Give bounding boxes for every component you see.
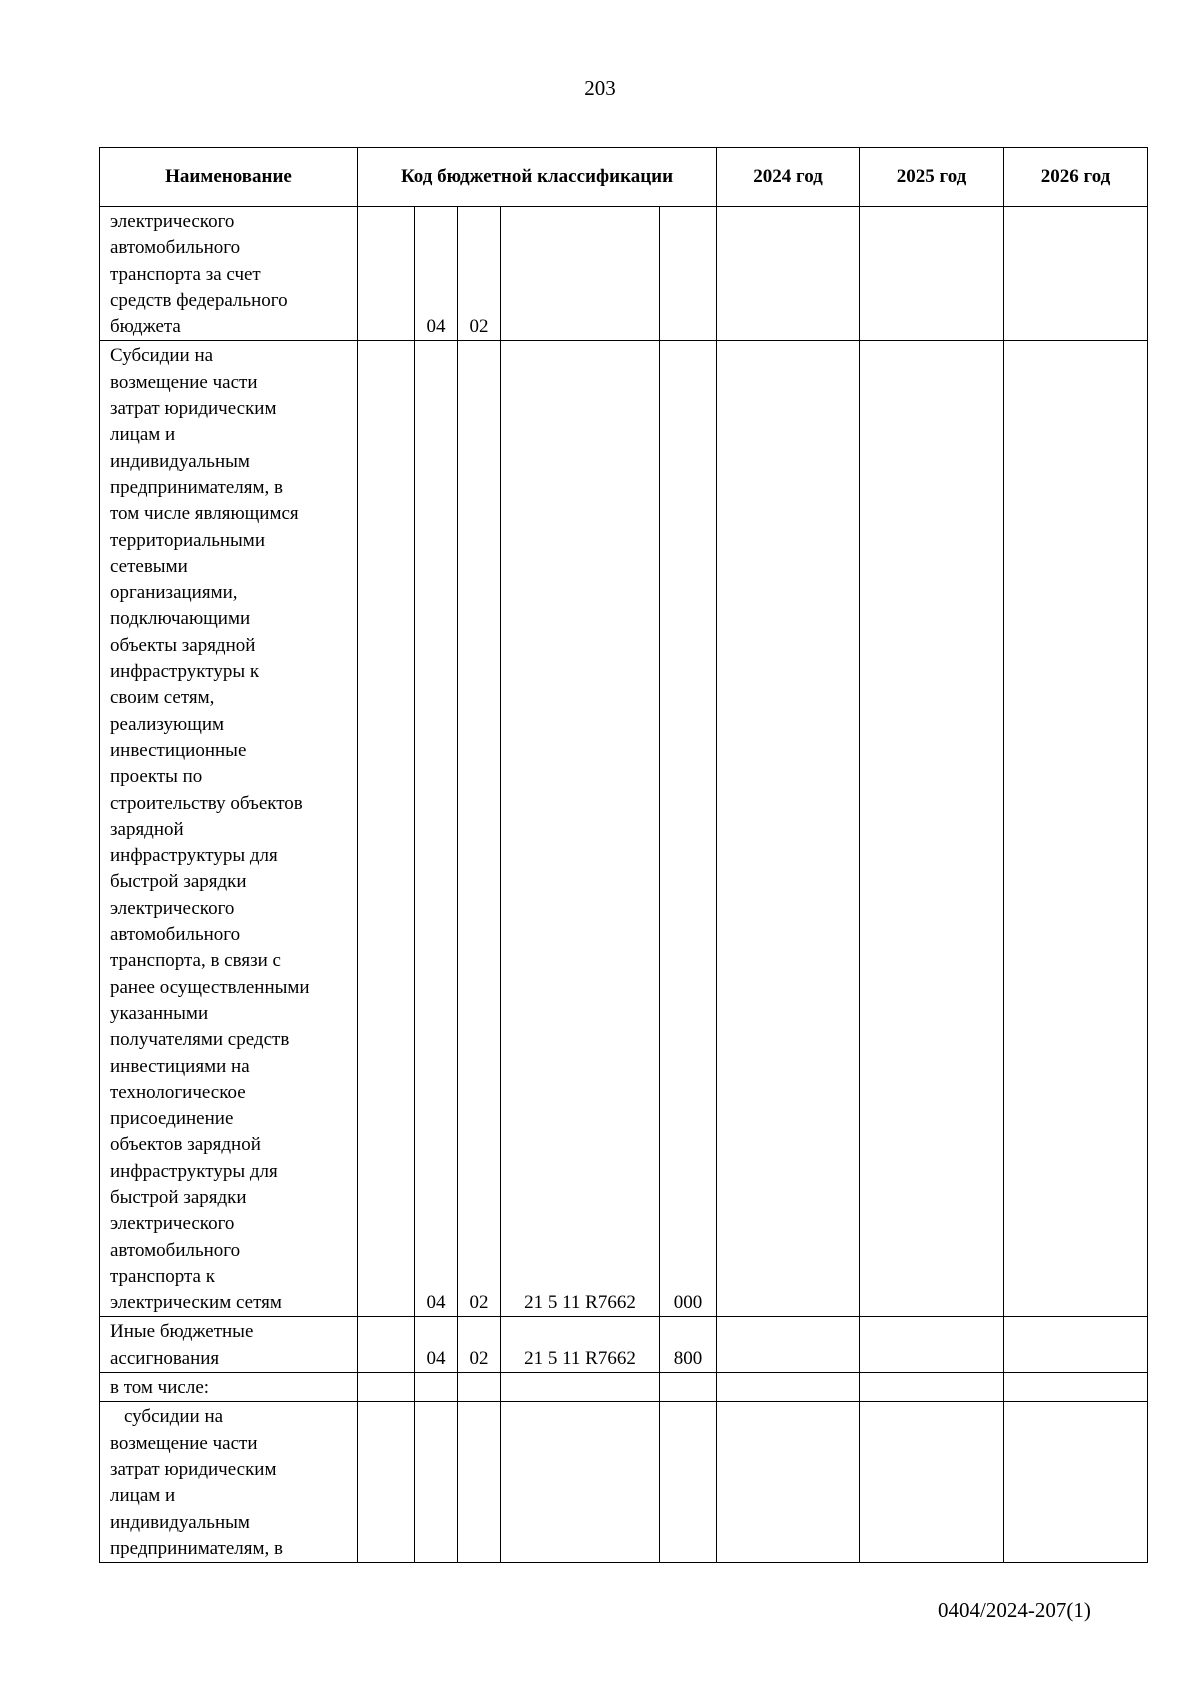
amount-2026 [1004, 1317, 1148, 1373]
row-name: в том числе: [110, 1377, 210, 1399]
amount-2026 [1004, 207, 1148, 341]
page-number: 203 [584, 76, 616, 100]
budget-table [99, 147, 1148, 1563]
expense-type-code: 800 [660, 1317, 717, 1373]
section-code [415, 1373, 458, 1402]
subsection-code: 02 [458, 207, 501, 341]
amount-2024 [717, 1373, 860, 1402]
amount-2025 [860, 341, 1004, 1317]
amount-2024 [717, 341, 860, 1317]
amount-2026 [1004, 341, 1148, 1317]
row-name-cell [100, 1317, 358, 1373]
section-code: 04 [415, 207, 458, 341]
expense-type-code [660, 1402, 717, 1563]
amount-2025 [860, 1317, 1004, 1373]
section-code: 04 [415, 341, 458, 1317]
section-code: 04 [415, 1317, 458, 1373]
amount-2026 [1004, 1402, 1148, 1563]
document-code: 0404/2024-207(1) [938, 1598, 1091, 1622]
row-name: Субсидии на возмещение части затрат юридическим лицам и индивидуальным предпринимателям, в том числе являющимся территориальными сетевыми организациями, подключающими объекты зарядной инфраструктуры к своим сетям, реализующим инвестиционные проекты по строительству объектов зарядной инфраструктуры для быстрой зарядки электрического автомобильного транспорта, в связи с ранее осуществленными указанными получателями средств инвестициями на технологическое присоединение объектов зарядной инфраструктуры для быстрой зарядки электрического автомобильного транспорта к электрическим сетям [110, 345, 310, 1314]
amount-2024 [717, 1317, 860, 1373]
header-name: Наименование [100, 148, 358, 207]
amount-2025 [860, 1402, 1004, 1563]
row-name-cell [100, 207, 358, 341]
header-2026: 2026 год [1004, 148, 1148, 207]
row-name-cell [100, 341, 358, 1317]
code-cell-0 [358, 1317, 415, 1373]
expense-type-code: 000 [660, 341, 717, 1317]
subsection-code: 02 [458, 341, 501, 1317]
row-name-cell [100, 1402, 358, 1563]
code-cell-0 [358, 1402, 415, 1563]
code-cell-0 [358, 1373, 415, 1402]
code-cell-0 [358, 341, 415, 1317]
target-article-code [501, 1373, 660, 1402]
table-row [100, 1373, 1148, 1402]
target-article-code: 21 5 11 R7662 [501, 1317, 660, 1373]
header-code: Код бюджетной классификации [358, 148, 717, 207]
target-article-code [501, 1402, 660, 1563]
header-row [100, 148, 1148, 207]
amount-2024 [717, 207, 860, 341]
amount-2024 [717, 1402, 860, 1563]
row-name: электрического автомобильного транспорта за счет средств федерального бюджета [110, 211, 288, 338]
target-article-code [501, 207, 660, 341]
amount-2025 [860, 207, 1004, 341]
section-code [415, 1402, 458, 1563]
subsection-code: 02 [458, 1317, 501, 1373]
subsection-code [458, 1373, 501, 1402]
header-2024: 2024 год [717, 148, 860, 207]
code-cell-0 [358, 207, 415, 341]
amount-2026 [1004, 1373, 1148, 1402]
expense-type-code [660, 1373, 717, 1402]
table-row [100, 341, 1148, 1317]
row-name-cell [100, 1373, 358, 1402]
table-row [100, 1317, 1148, 1373]
row-name: субсидии на возмещение части затрат юридическим лицам и индивидуальным предпринимателям, в [110, 1406, 283, 1559]
amount-2025 [860, 1373, 1004, 1402]
subsection-code [458, 1402, 501, 1563]
target-article-code: 21 5 11 R7662 [501, 341, 660, 1317]
row-name: Иные бюджетные ассигнования [110, 1321, 254, 1369]
table-row [100, 1402, 1148, 1563]
table-row [100, 207, 1148, 341]
expense-type-code [660, 207, 717, 341]
header-2025: 2025 год [860, 148, 1004, 207]
